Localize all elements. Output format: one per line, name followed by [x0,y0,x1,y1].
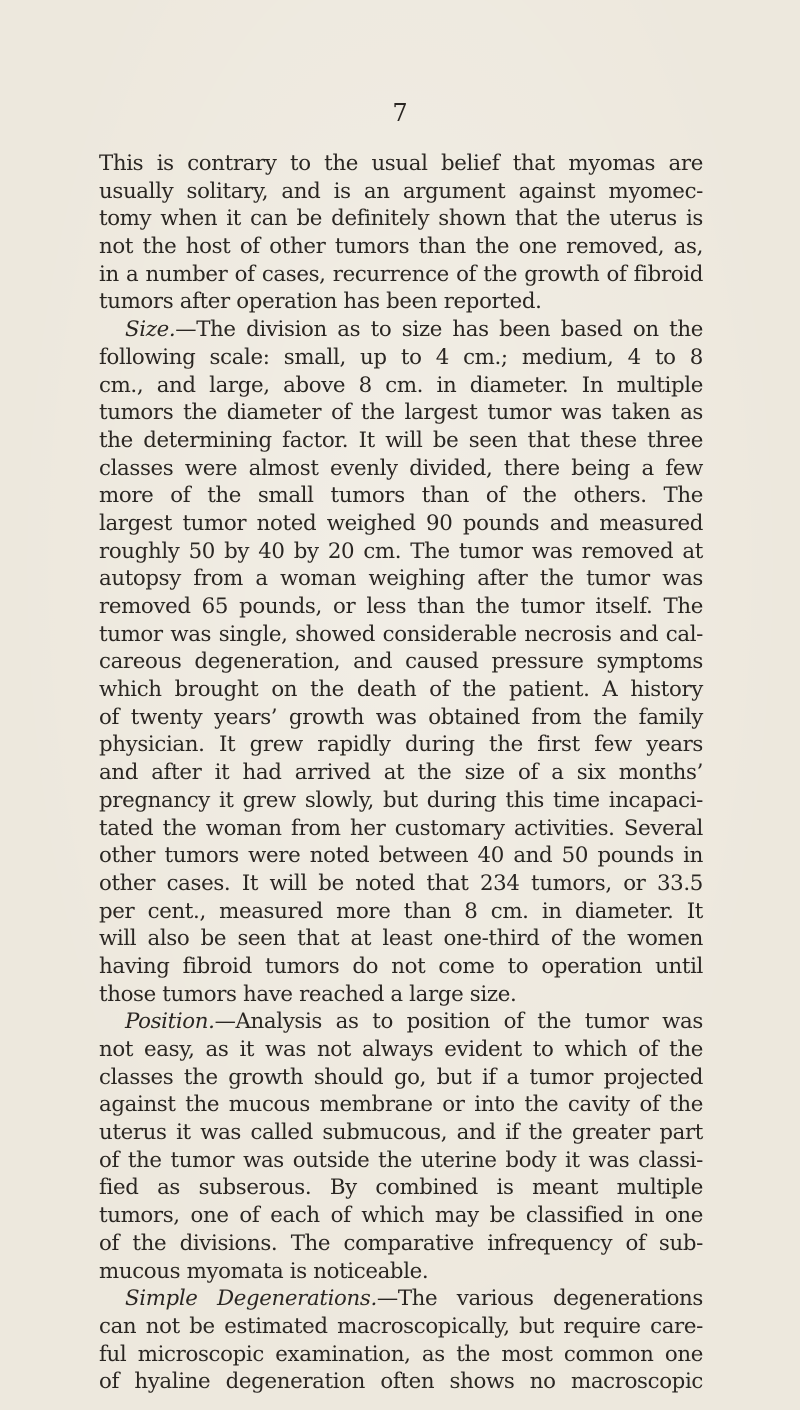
text-line: will also be seen that at least one-third of the women [99,926,703,952]
text-line [99,1285,703,1313]
paragraph-simple-degenerations [99,1285,703,1396]
text-line: those tumors have reached a large size. [99,981,517,1007]
text-line: autopsy from a woman weighing after the tumor was [99,566,703,592]
text-line: cm., and large, above 8 cm. in diameter. In multiple [99,372,703,398]
section-heading-position: Position. [125,1009,215,1035]
text-line: of twenty years’ growth was obtained from the family [99,704,703,730]
text-line: more of the small tumors than of the others. The [99,483,703,509]
page-number: 7 [392,99,408,127]
text-line: pregnancy it grew slowly, but during this time incapaci- [99,787,703,813]
text-line: of the tumor was outside the uterine body it was classi- [99,1147,703,1173]
text-line [99,316,703,344]
text-line: of hyaline degeneration often shows no macroscopic [99,1369,703,1395]
text-line: tumors the diameter of the largest tumor was taken as [99,400,703,426]
text-line: in a number of cases, recurrence of the growth of fibroid [99,261,703,287]
text-line: removed 65 pounds, or less than the tumor itself. The [99,594,703,619]
text-line: uterus it was called submucous, and if the greater part [99,1120,703,1146]
text-line: can not be estimated macroscopically, but require care- [99,1313,703,1339]
text-line: following scale: small, up to 4 cm.; medium, 4 to 8 [99,344,703,370]
text-line: not the host of other tumors than the one removed, as, [99,234,703,260]
text-line: largest tumor noted weighed 90 pounds and measured [99,510,703,536]
text-line: not easy, as it was not always evident to which of the [99,1037,703,1062]
text-line-continuation: —Analysis as to position of the tumor was [214,1009,703,1035]
text-line: tomy when it can be definitely shown that the uterus is [99,206,703,232]
text-line: mucous myomata is noticeable. [99,1258,429,1284]
text-line: other cases. It will be noted that 234 tumors, or 33.5 [99,870,703,896]
text-line-continuation: —The various degenerations [376,1286,703,1312]
text-line-continuation: —The division as to size has been based on the [175,317,703,343]
text-line [99,1008,703,1036]
text-line: This is contrary to the usual belief that myomas are [99,151,703,176]
text-line: fied as subserous. By combined is meant multiple [99,1175,703,1201]
text-line: the determining factor. It will be seen that these three [99,427,703,453]
paragraph-size [99,316,703,1008]
paragraph-position [99,1008,703,1285]
text-line: tumors, one of each of which may be classified in one [99,1203,703,1229]
text-line: roughly 50 by 40 by 20 cm. The tumor was removed at [99,538,703,564]
text-line: classes were almost evenly divided, there being a few [99,455,703,481]
text-line: usually solitary, and is an argument against myomec- [99,178,703,204]
section-heading-size: Size. [125,317,176,343]
text-line: physician. It grew rapidly during the first few years [99,732,703,758]
text-line: per cent., measured more than 8 cm. in diameter. It [99,898,703,924]
text-line: and after it had arrived at the size of a six months’ [99,760,703,786]
text-line: ful microscopic examination, as the most common one [99,1341,703,1367]
text-line: careous degeneration, and caused pressure symptoms [99,649,703,675]
text-line: tumors after operation has been reported. [99,289,542,315]
section-heading-simple-degenerations: Simple Degenerations. [125,1286,377,1312]
text-line: tumor was single, showed considerable necrosis and cal- [99,621,703,647]
text-line: having fibroid tumors do not come to operation until [99,953,703,979]
text-line: against the mucous membrane or into the cavity of the [99,1092,703,1118]
paragraph-recurrence [99,150,703,316]
body-text [99,150,703,1396]
text-line: other tumors were noted between 40 and 50 pounds in [99,843,703,869]
text-line: tated the woman from her customary activities. Several [99,815,703,841]
text-line: which brought on the death of the patient. A history [99,677,703,703]
text-line: classes the growth should go, but if a tumor projected [99,1064,703,1090]
text-line: of the divisions. The comparative infrequency of sub- [99,1230,703,1256]
